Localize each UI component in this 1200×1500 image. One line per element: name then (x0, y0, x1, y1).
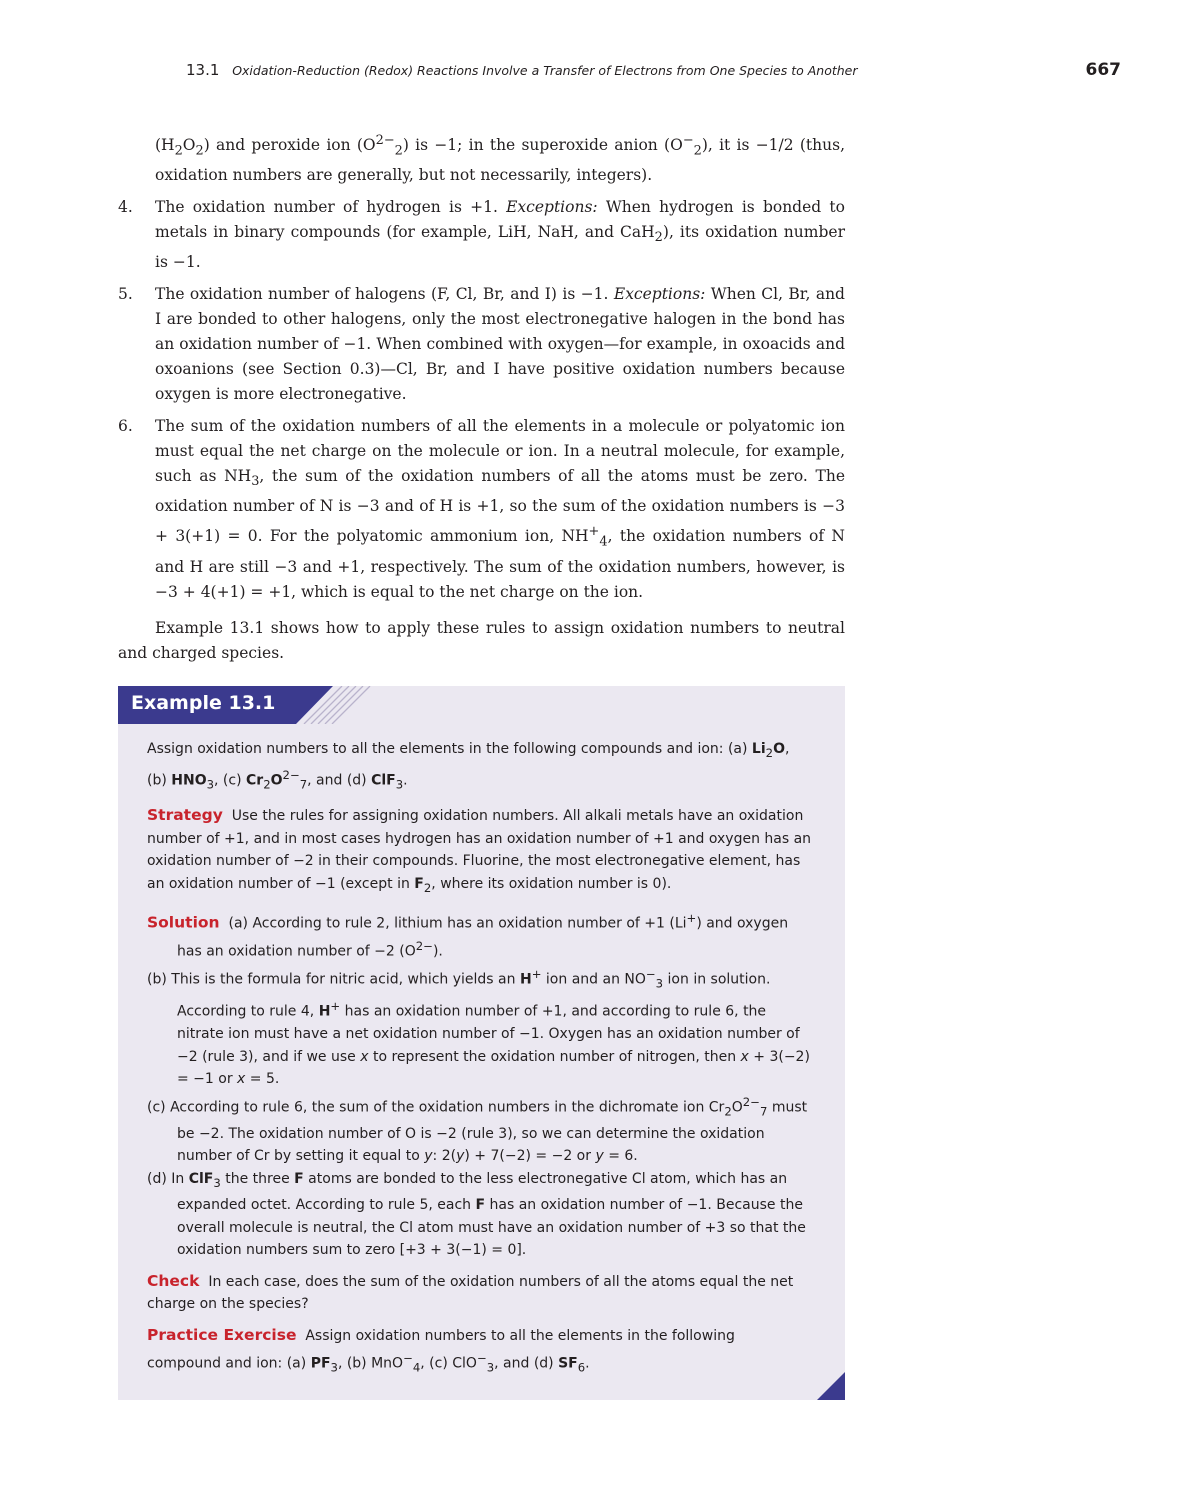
page-number: 667 (1085, 60, 1121, 80)
solution-part-b: (b) This is the formula for nitric acid, which yields an H+ ion and an $NO^-_3$ ion in solution. According to rule 4, H+ has an oxidation number of +1, and according to rule 6, the nitrate ion must have a net oxidation number of −1. Oxygen has an oxidation number of −2 (rule 3), and if we use x to represent the oxidation number of nitrogen, then x + 3(−2) = −1 or x = 5. (147, 967, 810, 1088)
rule-text: The oxidation number of hydrogen is +1. Exceptions: When hydrogen is bonded to metals in binary compounds (for example, LiH, NaH, and CaH$_2$), its oxidation number is −1. (155, 198, 845, 272)
rule-4 (118, 195, 845, 275)
page-header (186, 60, 1121, 80)
rule-number: 4. (118, 198, 133, 217)
corner-triangle-icon (817, 1372, 845, 1400)
example-intro: Example 13.1 shows how to apply these rules to assign oxidation numbers to neutral and charged species. (118, 618, 845, 662)
example-title: Example 13.1 (131, 692, 276, 714)
practice-exercise: Practice Exercise Assign oxidation numbers to all the elements in the following compound and ion: (a) $PF_3$, (b) MnO−$_4$, (c) ClO−$_3$, and (d) $SF_6$. (147, 1325, 735, 1375)
strategy-paragraph: Strategy Use the rules for assigning oxidation numbers. All alkali metals have an oxidation number of +1, and in most cases hydrogen has an oxidation number of +1 and oxygen has an oxidation number of −2 in their compounds. Fluorine, the most electronegative element, has an oxidation number of −1 (except in $F_2$, where its oxidation number is 0). (147, 806, 812, 895)
rule-number: 6. (118, 417, 133, 436)
solution-label: Solution (147, 913, 220, 932)
practice-label: Practice Exercise (147, 1325, 297, 1344)
solution-section (147, 907, 812, 1262)
example-box (118, 686, 845, 1400)
solution-part-c: (c) According to rule 6, the sum of the oxidation numbers in the dichromate ion $Cr_2O^{2-}_7$ must be −2. The oxidation number of O is −2 (rule 3), so we can determine the oxidation number of Cr by setting it equal to y: 2(y) + 7(−2) = −2 or y = 6. (147, 1094, 808, 1165)
solution-part-d: (d) In ClF$_3$ the three F atoms are bonded to the less electronegative Cl atom, which has an expanded octet. According to rule 5, each F has an oxidation number of −1. Because the overall molecule is neutral, the Cl atom must have an oxidation number of +3 so that the oxidation numbers sum to zero [+3 + 3(−1) = 0]. (147, 1170, 806, 1259)
section-number: 13.1 (186, 61, 220, 79)
rule-text: The oxidation number of halogens (F, Cl, Br, and I) is −1. Exceptions: When Cl, Br, and I are bonded to other halogens, only the most electronegative halogen in the bond has an oxidation number of −1. When combined with oxygen—for example, in oxoacids and oxoanions (see Section 0.3)—Cl, Br, and I have positive oxidation numbers because oxygen is more electronegative. (155, 285, 845, 404)
check-paragraph: Check In each case, does the sum of the oxidation numbers of all the atoms equal the net charge on the species? (147, 1271, 794, 1313)
body-text (118, 128, 845, 666)
solution-part-a: Solution (a) According to rule 2, lithium has an oxidation number of +1 (Li+) and oxygen has an oxidation number of −2 $(O^{2-})$. (147, 911, 789, 960)
example-problem: Assign oxidation numbers to all the elements in the following compounds and ion: (a) $Li_2O$, (b) $HNO_3$, (c) $Cr_2O^{2-}_7$, and (d) ClF$_3$. (147, 741, 790, 792)
example-content (147, 738, 812, 1379)
rule-5 (118, 282, 845, 407)
check-label: Check (147, 1271, 200, 1290)
running-title: Oxidation-Reduction (Redox) Reactions Involve a Transfer of Electrons from One Species to Another (232, 63, 858, 78)
rule-text: The sum of the oxidation numbers of all the elements in a molecule or polyatomic ion must equal the net charge on the molecule or ion. In a neutral molecule, for example, such as $NH_3$, the sum of the oxidation numbers of all the atoms must be zero. The oxidation number of N is −3 and of H is +1, so the sum of the oxidation numbers is −3 + 3(+1) = 0. For the polyatomic ammonium ion, $NH^+_4$, the oxidation numbers of N and H are still −3 and +1, respectively. The sum of the oxidation numbers, however, is −3 + 4(+1) = +1, which is equal to the net charge on the ion. (155, 417, 845, 601)
rule-6 (118, 414, 845, 604)
strategy-label: Strategy (147, 806, 223, 825)
rule-number: 5. (118, 285, 133, 304)
running-header (186, 61, 858, 79)
example-title-bar (118, 686, 845, 724)
continued-paragraph: $(H_2O_2)$ and peroxide ion $(O^{2-}_2)$ is −1; in the superoxide anion $(O^-_2)$, it is −1/2 (thus, oxidation numbers are generally, but not necessarily, integers). (155, 133, 845, 185)
